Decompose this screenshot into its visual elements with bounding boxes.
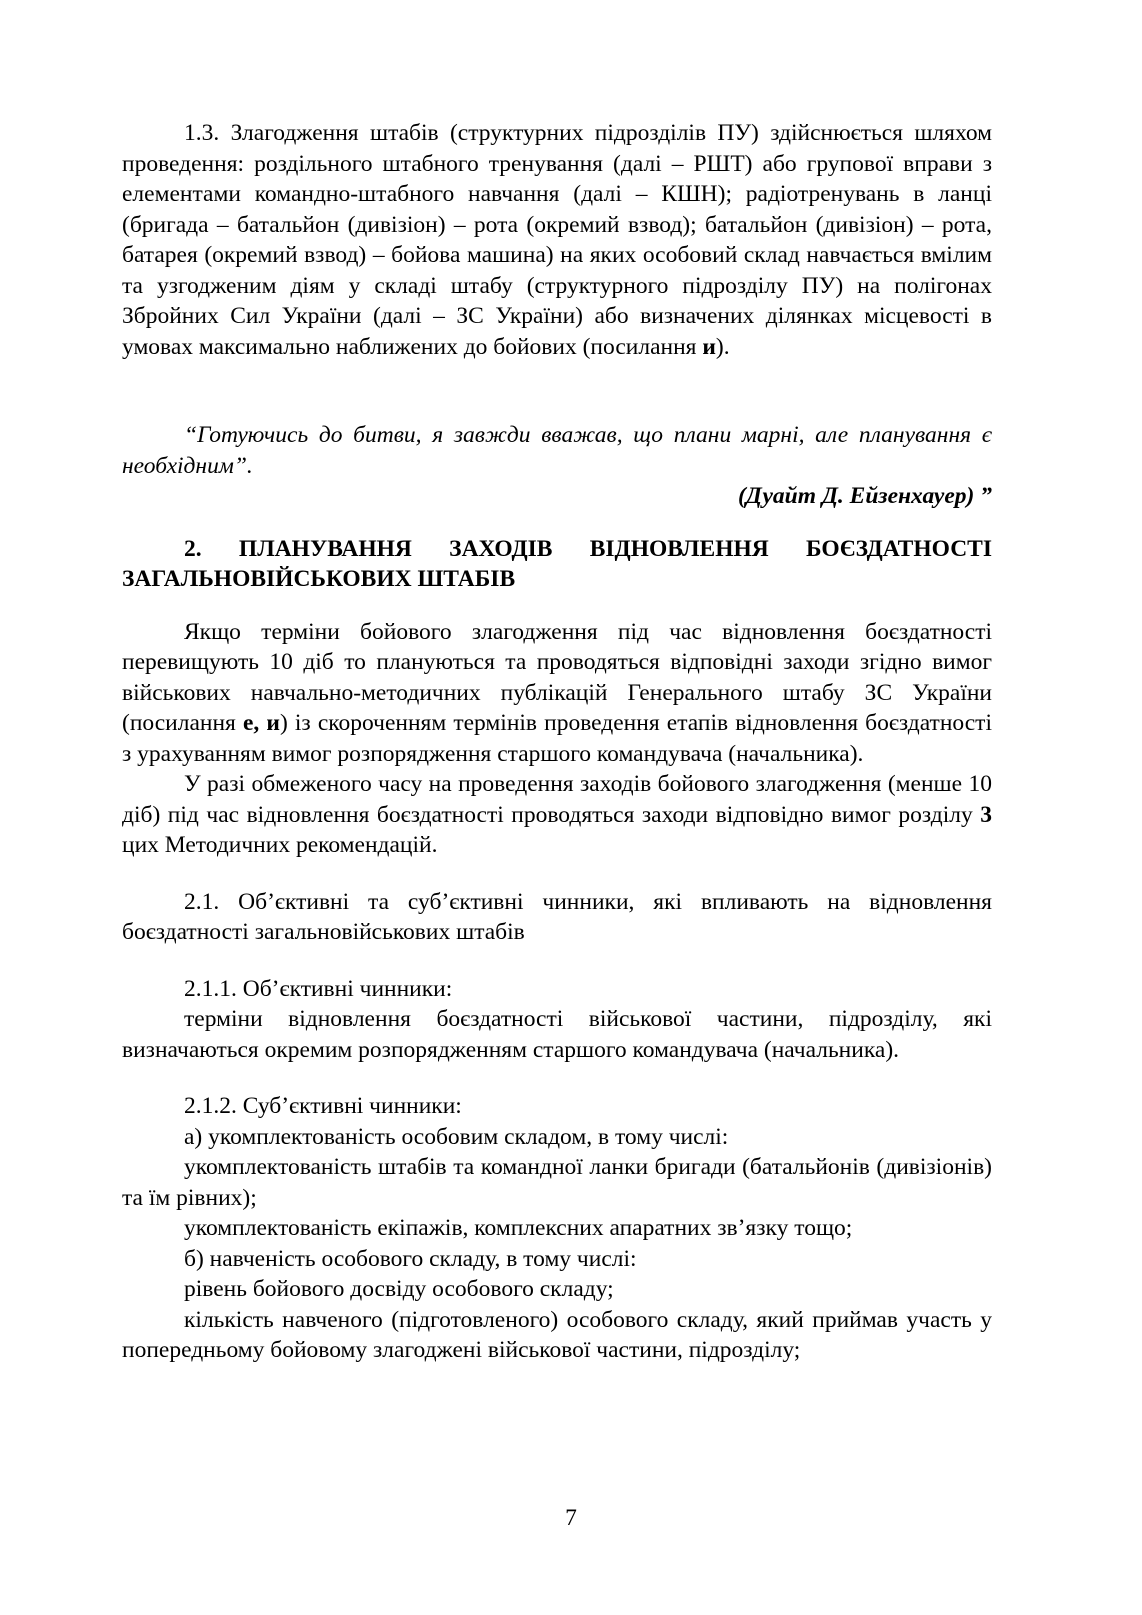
paragraph-planning-2-text: У разі обмеженого часу на проведення заходів бойового злагодження (менше 10 діб) під час відновлення боєздатності проводяться заходи відповідно вимог розділу [122,771,992,828]
section-2-1-2-heading: 2.1.2. Суб’єктивні чинники: [184,1093,462,1119]
paragraph-planning-1 [122,617,992,770]
paragraph-1-3-tail: ). [715,333,730,360]
section-2-heading: 2. ПЛАНУВАННЯ ЗАХОДІВ ВІДНОВЛЕННЯ БОЄЗДАТНОСТІ ЗАГАЛЬНОВІЙСЬКОВИХ ШТАБІВ [122,535,992,592]
page-number: 7 [565,1504,577,1531]
paragraph-planning-1-tail: ) із скороченням термінів проведення етапів відновлення боєздатності з урахуванням вимог розпорядження старшого командувача (начальника). [122,710,992,767]
paragraph-1-3 [122,118,992,362]
epigraph-quote: “Готуючись до битви, я завжди вважав, що плани марні, але планування є необхідним”. [122,422,992,479]
paragraph-objective-factors: терміни відновлення боєздатності військової частини, підрозділу, які визначаються окремим розпорядженням старшого командувача (начальника). [122,1006,992,1063]
paragraph-planning-2 [122,769,992,861]
reference-letter-bold: и [702,333,716,360]
list-item-manning-a: а) укомплектованість особовим складом, в тому числі: [184,1123,729,1150]
paragraph-1-3-text: 1.3. Злагодження штабів (структурних підрозділів ПУ) здійснюється шляхом проведення: роздільного штабного тренування (далі – РШТ) або групової вправи з елементами командно-штабного навчання (далі – КШН); радіотренувань в ланці (бригада – батальйон (дивізіон) – рота (окремий взвод); батальйон (дивізіон) – рота, батарея (окремий взвод) – бойова машина) на яких особовий склад навчається вмілим та узгодженим діям у складі штабу (структурного підрозділу ПУ) на полігонах Збройних Сил України (далі – ЗС України) або визначених ділянках місцевості в умовах максимально наближених до бойових (посилання [122,120,992,360]
list-item-hq-manning: укомплектованість штабів та командної ланки бригади (батальйонів (дивізіонів) та їм рівних); [122,1154,992,1211]
list-item-trained-personnel: кількість навченого (підготовленого) особового складу, який приймав участь у попередньому бойовому злагоджені військової частини, підрозділу; [122,1306,992,1363]
paragraph-planning-2-tail: цих Методичних рекомендацій. [122,832,438,858]
list-item-combat-experience: рівень бойового досвіду особового складу; [184,1276,614,1302]
epigraph-attribution: (Дуайт Д. Ейзенхауер) ” [737,483,992,509]
list-item-crew-manning: укомплектованість екіпажів, комплексних апаратних зв’язку тощо; [184,1215,853,1241]
paragraph-planning-1-text: Якщо терміни бойового злагодження під час відновлення боєздатності перевищують 10 діб то плануються та проводяться відповідні заходи згідно вимог військових навчально-методичних публікацій Генерального штабу ЗС України (посилання [122,618,992,736]
list-item-training-b: б) навченість особового складу, в тому числі: [184,1245,637,1272]
reference-letters-bold: е, и [242,710,280,736]
section-2-1-heading: 2.1. Об’єктивні та суб’єктивні чинники, які впливають на відновлення боєздатності загальновійськових штабів [122,888,992,945]
section-number-bold: 3 [980,801,992,828]
section-2-1-1-heading: 2.1.1. Об’єктивні чинники: [184,975,453,1002]
